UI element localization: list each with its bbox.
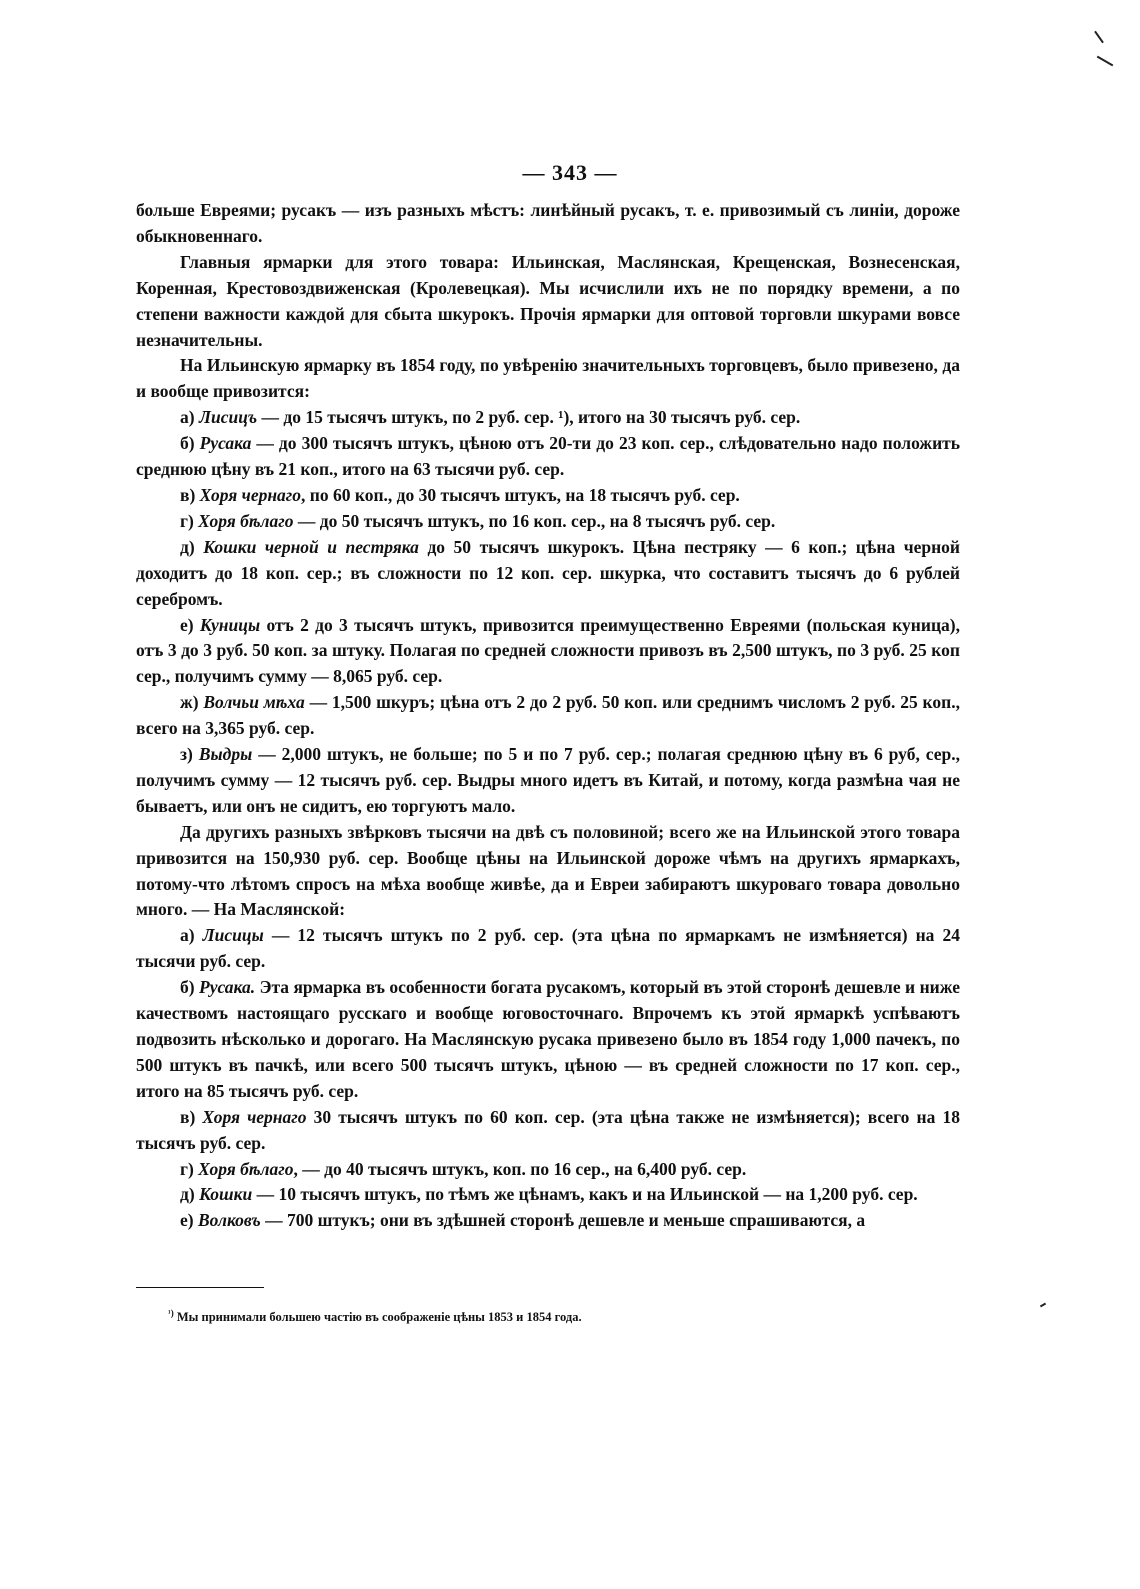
scan-speck bbox=[1094, 31, 1104, 44]
list-item: е) Волковъ — 700 штукъ; они въ здѣшней сторонѣ дешевле и меньше спрашиваются, а bbox=[180, 1210, 866, 1231]
scan-speck bbox=[1040, 1303, 1046, 1308]
footnote: $^{^1)}$ Мы принимали большею частiю въ соображенiе цѣны 1853 и 1854 года. bbox=[168, 1308, 582, 1325]
list-item: ж) Волчьи мѣха — 1,500 шкуръ; цѣна отъ 2 до 2 руб. 50 коп. или среднимъ числомъ 2 руб. 25 коп., всего на 3,365 руб. сер. bbox=[136, 692, 960, 739]
list-item: е) Куницы отъ 2 до 3 тысячъ штукъ, привозится преимущественно Евреями (польская куница), отъ 3 до 3 руб. 50 коп. за штуку. Полагая по средней сложности привозъ въ 2,500 штукъ, по 3 руб. 25 коп сер., получимъ сумму — 8,065 руб. сер. bbox=[136, 614, 961, 687]
list-item: г) Хоря бѣлаго — до 50 тысячъ штукъ, по 16 коп. сер., на 8 тысячъ руб. сер. bbox=[180, 510, 776, 531]
footnote-divider bbox=[136, 1287, 264, 1288]
list-item: д) Кошки — 10 тысячъ штукъ, по тѣмъ же цѣнамъ, какъ и на Ильинской — на 1,200 руб. сер. bbox=[180, 1184, 918, 1205]
list-item: б) Русака. Эта ярмарка въ особенности богата русакомъ, который въ этой сторонѣ дешевле и ниже качествомъ настоящаго русскаго и вообще юговосточнаго. Впрочемъ къ этой ярмаркѣ успѣваютъ подвозить нѣсколько и дорогаго. На Маслянскую русака привезено было въ 1854 году 1,000 пачекъ, по 500 штукъ въ пачкѣ, или всего 500 тысячъ штукъ, цѣною — въ средней сложности по 17 коп. сер., итого на 85 тысячъ руб. сер. bbox=[136, 977, 960, 1101]
page-number: — 343 — bbox=[522, 160, 618, 185]
list-item: а) Лисицы — 12 тысячъ штукъ по 2 руб. сер. (эта цѣна по ярмаркамъ не измѣняется) на 24 тысячи руб. сер. bbox=[136, 925, 960, 972]
scan-speck bbox=[1097, 56, 1114, 67]
main-text bbox=[136, 198, 960, 1234]
paragraph-ilinskaya-summary: Да другихъ разныхъ звѣрковъ тысячи на двѣ съ половиной; всего же на Ильинской этого товара привозится на 150,930 руб. сер. Вообще цѣны на Ильинской дороже чѣмъ на другихъ ярмаркахъ, потому-что лѣтомъ спросъ на мѣха вообще живѣе, да и Евреи забираютъ шкуроваго товара довольно много. — На Маслянской: bbox=[136, 821, 960, 920]
list-item: д) Кошки черной и пестряка до 50 тысячъ шкурокъ. Цѣна пестряку — 6 коп.; цѣна черной доходитъ до 18 коп. сер.; въ сложности по 12 коп. сер. шкурка, что составитъ тысячъ до 6 рублей серебромъ. bbox=[136, 536, 961, 609]
paragraph-continuation: больше Евреями; русакъ — изъ разныхъ мѣстъ: линѣйный русакъ, т. е. привозимый съ линiи, дороже обыкновеннаго. bbox=[136, 200, 960, 246]
list-item: в) Хоря чернаго 30 тысячъ штукъ по 60 коп. сер. (эта цѣна также не измѣняется); всего на 18 тысячъ руб. сер. bbox=[136, 1106, 960, 1153]
list-item: в) Хоря чернаго, по 60 коп., до 30 тысячъ штукъ, на 18 тысячъ руб. сер. bbox=[180, 484, 740, 505]
list-item: г) Хоря бѣлаго, — до 40 тысячъ штукъ, коп. по 16 сер., на 6,400 руб. сер. bbox=[180, 1158, 747, 1179]
list-item: б) Русака — до 300 тысячъ штукъ, цѣною отъ 20-ти до 23 коп. сер., слѣдовательно надо положить среднюю цѣну въ 21 коп., итого на 63 тысячи руб. сер. bbox=[136, 433, 961, 480]
paragraph-ilinskaya-intro: На Ильинскую ярмарку въ 1854 году, по увѣренiю значительныхъ торговцевъ, было привезено, да и вообще привозится: bbox=[136, 355, 960, 402]
list-item: а) Лисицъ — до 15 тысячъ штукъ, по 2 руб. сер. ¹), итого на 30 тысячъ руб. сер. bbox=[180, 407, 801, 428]
list-item: з) Выдры — 2,000 штукъ, не больше; по 5 и по 7 руб. сер.; полагая среднюю цѣну въ 6 руб, сер., получимъ сумму — 12 тысячъ руб. сер. Выдры много идетъ въ Китай, и потому, когда размѣна чая не бываетъ, или онъ не сидитъ, ею торгуютъ мало. bbox=[136, 744, 961, 816]
paragraph-fairs: Главныя ярмарки для этого товара: Ильинская, Маслянская, Крещенская, Вознесенская, Коренная, Крестовоздвиженская (Кролевецкая). Мы исчислили ихъ не по порядку времени, а по степени важности каждой для сбыта шкурокъ. Прочiя ярмарки для оптовой торговли шкурами вовсе незначительны. bbox=[136, 251, 960, 350]
